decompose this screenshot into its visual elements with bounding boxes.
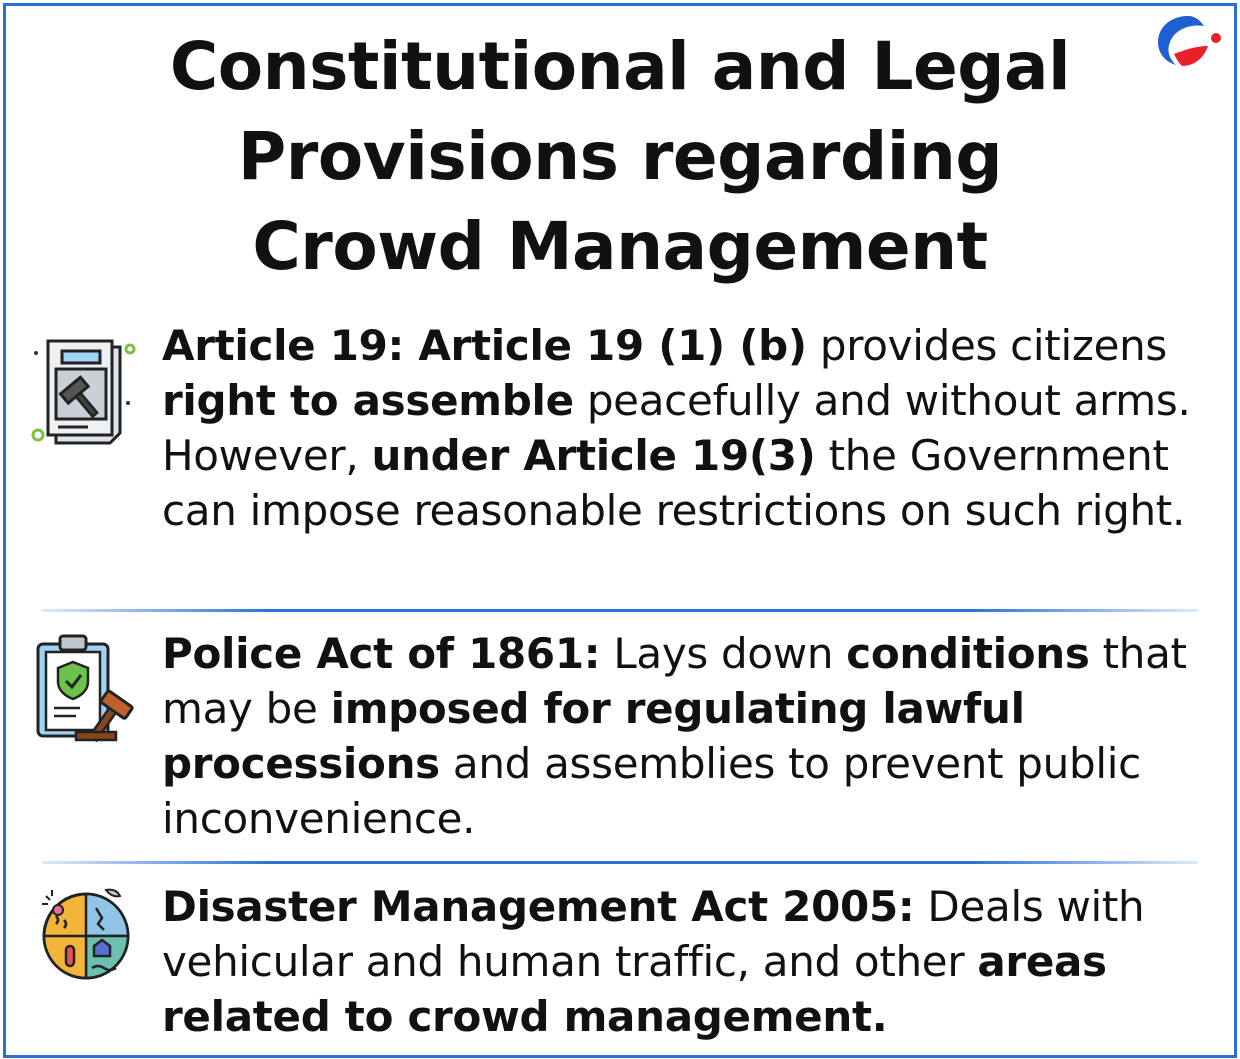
title-line-2: Provisions regarding [237,118,1003,195]
segment: Deals with vehicular and human traffic, and other [162,882,1145,986]
title-line-3: Crowd Management [252,208,988,285]
page-title [60,22,1180,292]
segment: Article 19: Article 19 (1) (b) [162,321,807,370]
disaster-globe-icon [36,884,136,984]
segment: peacefully and without arms. However, [162,376,1191,480]
section-divider [42,861,1198,864]
police-act-text [162,626,1212,846]
disaster-act-text [162,879,1212,1044]
clipboard-shield-gavel-icon [32,632,140,744]
section-divider [42,609,1198,612]
segment: Police Act of 1861: [162,629,601,678]
segment: right to assemble [162,376,574,425]
segment: under Article 19(3) [371,431,816,480]
segment: provides citizens [806,321,1168,370]
segment: that may be [162,629,1187,733]
segment: areas related to crowd management. [162,937,1107,1041]
segment: and assemblies to prevent public inconvenience. [162,739,1141,843]
legal-document-gavel-icon [28,335,140,451]
segment: Lays down [600,629,847,678]
title-line-1: Constitutional and Legal [169,28,1071,105]
segment: Disaster Management Act 2005: [162,882,915,931]
segment: the Government can impose reasonable restrictions on such right. [162,431,1185,535]
segment: conditions [846,629,1090,678]
article-19-text [162,318,1212,538]
segment: imposed for regulating lawful processions [162,684,1025,788]
